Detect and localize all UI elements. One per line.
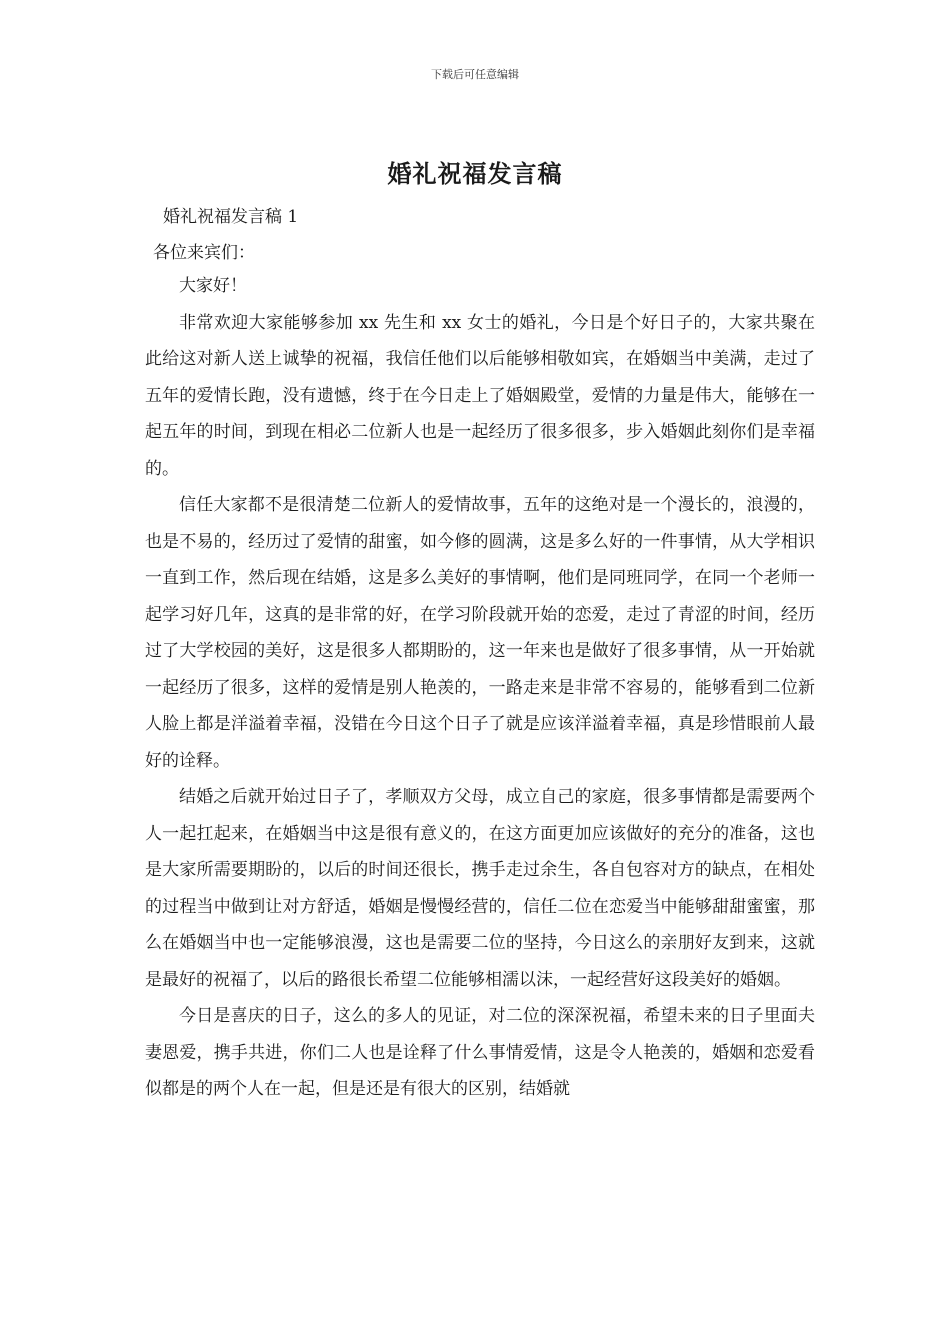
paragraph: 结婚之后就开始过日子了，孝顺双方父母，成立自己的家庭，很多事情都是需要两个人一起扛起来，在婚姻当中这是很有意义的，在这方面更加应该做好的充分的准备，这也是大家所需要期盼的，以后的时间还很长，携手走过余生，各自包容对方的缺点，在相处的过程当中做到让对方舒适，婚姻是慢慢经营的，信任二位在恋爱当中能够甜甜蜜蜜，那么在婚姻当中也一定能够浪漫，这也是需要二位的坚持，今日这么的亲朋好友到来，这就是最好的祝福了，以后的路很长希望二位能够相濡以沫，一起经营好这段美好的婚姻。 <box>145 787 815 990</box>
body-text <box>145 268 815 1108</box>
paragraph: 信任大家都不是很清楚二位新人的爱情故事，五年的这绝对是一个漫长的，浪漫的，也是不易的，经历过了爱情的甜蜜，如今修的圆满，这是多么好的一件事情，从大学相识一直到工作，然后现在结婚，这是多么美好的事情啊，他们是同班同学，在同一个老师一起学习好几年，这真的是非常的好，在学习阶段就开始的恋爱，走过了青涩的时间，经历过了大学校园的美好，这是很多人都期盼的，这一年来也是做好了很多事情，从一开始就一起经历了很多，这样的爱情是别人艳羡的，一路走来是非常不容易的，能够看到二位新人脸上都是洋溢着幸福，没错在今日这个日子了就是应该洋溢着幸福，真是珍惜眼前人最好的诠释。 <box>145 495 815 771</box>
document-title: 婚礼祝福发言稿 <box>387 159 563 188</box>
paragraph: 大家好！ <box>179 276 247 296</box>
greeting: 各位来宾们： <box>153 243 255 263</box>
document-subtitle: 婚礼祝福发言稿 1 <box>163 207 299 227</box>
paragraph: 今日是喜庆的日子，这么的多人的见证，对二位的深深祝福，希望未来的日子里面夫妻恩爱，携手共进，你们二人也是诠释了什么事情爱情，这是令人艳羡的，婚姻和恋爱看似都是的两个人在一起，但是还是有很大的区别，结婚就 <box>145 1006 815 1099</box>
header-note: 下载后可任意编辑 <box>431 68 519 81</box>
paragraph: 非常欢迎大家能够参加 xx 先生和 xx 女士的婚礼，今日是个好日子的，大家共聚在此给这对新人送上诚挚的祝福，我信任他们以后能够相敬如宾，在婚姻当中美满，走过了五年的爱情长跑，没有遗憾，终于在今日走上了婚姻殿堂，爱情的力量是伟大，能够在一起五年的时间，到现在相必二位新人也是一起经历了很多很多，步入婚姻此刻你们是幸福的。 <box>145 312 815 479</box>
